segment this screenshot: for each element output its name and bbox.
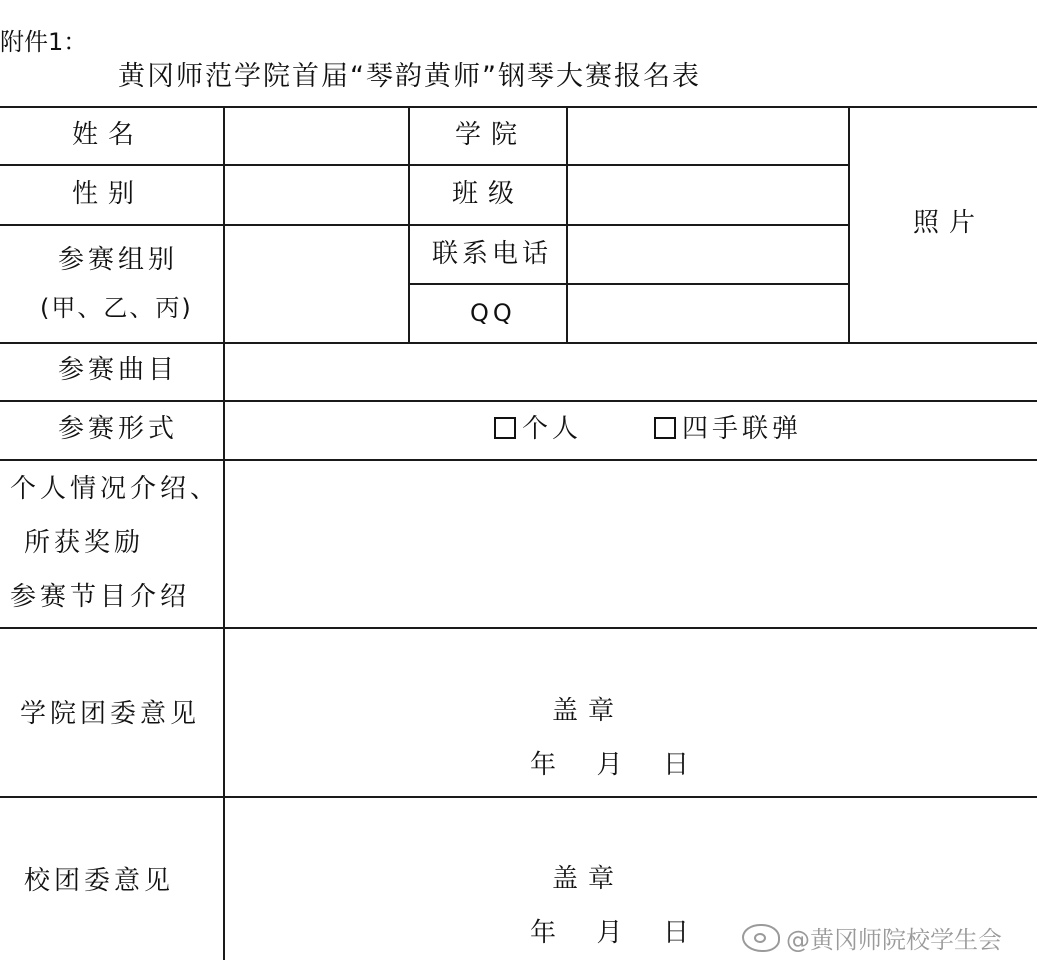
group-field[interactable] xyxy=(226,227,406,341)
school-opinion-label: 校团委意见 xyxy=(24,866,175,896)
form-label: 参赛形式 xyxy=(58,414,179,444)
form-option-solo[interactable] xyxy=(494,416,582,442)
college-seal-text: 盖章 xyxy=(552,696,625,726)
college-opinion-label: 学院团委意见 xyxy=(20,699,201,729)
intro-field[interactable] xyxy=(226,462,1035,625)
college-field[interactable] xyxy=(569,109,846,162)
watermark-text: @黄冈师院校学生会 xyxy=(786,926,1002,954)
class-label: 班级 xyxy=(452,179,525,209)
school-seal-text: 盖章 xyxy=(552,864,625,894)
group-label: 参赛组别 xyxy=(58,245,179,275)
duet-checkbox[interactable] xyxy=(654,417,676,439)
piece-field[interactable] xyxy=(226,345,1035,398)
gender-field[interactable] xyxy=(226,167,406,222)
duet-option-text: 四手联弹 xyxy=(682,414,803,444)
name-field[interactable] xyxy=(226,109,406,162)
qq-field[interactable] xyxy=(569,286,846,340)
group-options: (甲、乙、丙) xyxy=(40,294,193,322)
form-option-duet[interactable] xyxy=(654,416,802,442)
intro-label-line3: 参赛节目介绍 xyxy=(10,582,191,612)
attachment-label: 附件1： xyxy=(0,28,88,56)
watermark xyxy=(742,920,1002,955)
photo-area[interactable] xyxy=(851,109,1035,340)
piece-label: 参赛曲目 xyxy=(58,355,179,385)
qq-label: QQ xyxy=(470,299,516,327)
gender-label: 性别 xyxy=(72,179,145,209)
college-date-text: 年 月 日 xyxy=(530,750,698,780)
photo-label: 照片 xyxy=(913,208,986,238)
form-title: 黄冈师范学院首届“琴韵黄师”钢琴大赛报名表 xyxy=(118,61,701,92)
intro-label-line2: 所获奖励 xyxy=(24,528,145,558)
intro-label-line1: 个人情况介绍、 xyxy=(10,474,221,504)
phone-field[interactable] xyxy=(569,227,846,281)
weibo-icon xyxy=(742,924,780,952)
class-field[interactable] xyxy=(569,167,846,222)
college-label: 学院 xyxy=(455,120,528,150)
solo-checkbox[interactable] xyxy=(494,417,516,439)
phone-label: 联系电话 xyxy=(432,239,553,269)
name-label: 姓名 xyxy=(72,120,145,150)
solo-option-text: 个人 xyxy=(522,414,583,444)
school-date-text: 年 月 日 xyxy=(530,918,698,948)
